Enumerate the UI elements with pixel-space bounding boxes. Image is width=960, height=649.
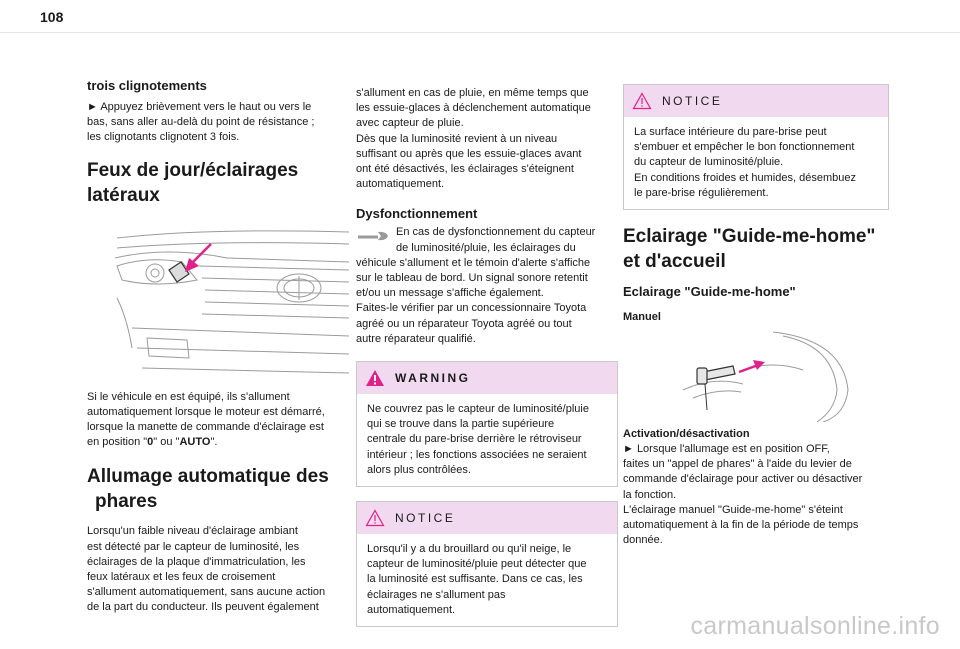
text-line: et/ou un message s'affiche également.: [356, 287, 544, 300]
text-line: capteur de luminosité/pluie peut détecter que: [367, 558, 587, 571]
heading-allumage-automatique: Allumage automatique des phares: [87, 466, 329, 513]
text-line: Ne couvrez pas le capteur de luminosité/pluie: [367, 403, 589, 416]
text-line: ► Lorsque l'allumage est en position OFF,: [623, 443, 830, 456]
text-line: centrale du pare-brise derrière le rétroviseur: [367, 433, 582, 446]
position-auto-label: AUTO: [179, 436, 211, 449]
text-line: ► Appuyez brièvement vers le haut ou vers le: [87, 101, 312, 113]
text-line: automatiquement lorsque le moteur est démarré,: [87, 405, 325, 418]
text-line: la fonction.: [623, 488, 677, 501]
caution-icon: [365, 509, 385, 527]
column-1: [87, 78, 349, 616]
continued-paragraph: [356, 86, 618, 192]
text-line: les essuie-glaces à déclenchement automatique: [356, 102, 591, 115]
watermark-link[interactable]: carmanualsonline.info: [690, 612, 940, 640]
text-line: Faites-le vérifier par un concessionnaire Toyota: [356, 302, 587, 315]
text-line: automatiquement à la fin de la période de temps: [623, 519, 859, 532]
text-line: En conditions froides et humides, désembuez: [634, 171, 856, 184]
text-line: Si le véhicule en est équipé, ils s'allument: [87, 390, 290, 403]
text-line: de la part du conducteur. Ils peuvent également: [87, 601, 319, 614]
heading-guide-me-home: Eclairage "Guide-me-home" et d'accueil: [623, 226, 876, 273]
wrench-icon: [356, 229, 390, 243]
warning-title: WARNING: [395, 371, 471, 386]
position-0-label: 0: [147, 436, 154, 449]
text-line: L'éclairage manuel "Guide-me-home" s'éteint: [623, 503, 843, 516]
text-line: automatiquement.: [367, 603, 456, 616]
subheading-guide-me-home: Eclairage "Guide-me-home": [623, 284, 796, 300]
heading-feux-de-jour: Feux de jour/éclairages latéraux: [87, 159, 299, 206]
text-line: de luminosité/pluie, les éclairages du: [396, 241, 576, 254]
text-line: s'embuer et empêcher le bon fonctionnement: [634, 141, 855, 154]
caution-icon: [632, 92, 652, 110]
dysf-paragraph: [356, 256, 618, 347]
notice-box-2: [623, 84, 889, 210]
text-line: Lorsqu'il y a du brouillard ou qu'il neige, le: [367, 543, 572, 556]
text-line: suffisant ou après que les essuie-glaces avant: [356, 147, 582, 160]
car-front-illustration: [87, 218, 349, 378]
activation-paragraph: [623, 442, 889, 548]
notice-box: [356, 501, 618, 627]
text-line: véhicule s'allument et le témoin d'alerte s'affiche: [356, 256, 591, 269]
clign-paragraph: [87, 100, 349, 146]
text-line: agréé ou un réparateur Toyota agréé ou tout: [356, 317, 572, 330]
text-line: Dès que la luminosité revient à un niveau: [356, 132, 558, 145]
text-line: La surface intérieure du pare-brise peut: [634, 126, 827, 138]
notice-title: NOTICE: [395, 511, 456, 526]
text-line: avec capteur de pluie.: [356, 117, 464, 130]
notice-body: [357, 534, 617, 626]
warning-icon: [365, 369, 385, 387]
header-rule: [0, 32, 960, 33]
text-line: autre réparateur qualifié.: [356, 332, 476, 345]
notice-header: [357, 502, 617, 534]
text-line: s'allument automatiquement, sans aucune action: [87, 586, 326, 599]
text-line: le pare-brise régulièrement.: [634, 186, 769, 199]
text-line: feux latéraux et les feux de croisement: [87, 571, 276, 584]
text-line: sur le tableau de bord. Un signal sonore retentit: [356, 272, 588, 285]
page-number: 108: [40, 9, 64, 25]
text-line: les clignotants clignotent 3 fois.: [87, 131, 240, 144]
feux-paragraph: [87, 390, 349, 451]
notice-body-2: [624, 117, 888, 209]
steering-lever-illustration: [623, 330, 889, 422]
column-2: [356, 86, 618, 637]
text-line: éclairages de la plaque d'immatriculation, les: [87, 555, 306, 568]
text-line: éclairages ne s'allument pas: [367, 588, 506, 601]
allumage-paragraph: [87, 524, 349, 615]
text-line: du capteur de luminosité/pluie.: [634, 156, 784, 169]
heading-dysfonctionnement: Dysfonctionnement: [356, 206, 478, 222]
column-3: [623, 84, 889, 548]
text-line: intérieur ; les fonctions associées ne seraient: [367, 448, 587, 461]
text-line: faites un "appel de phares" à l'aide du levier de: [623, 458, 852, 471]
text-line: alors plus contrôlées.: [367, 463, 471, 476]
text-line: en position "0" ou "AUTO".: [87, 436, 218, 449]
warning-header: [357, 362, 617, 394]
text-line: est détecté par le capteur de luminosité, les: [87, 540, 300, 553]
text-line: ont été désactivés, les éclairages s'éteignent: [356, 163, 574, 176]
text-line: s'allument en cas de pluie, en même temps que: [356, 87, 589, 99]
text-line: automatiquement.: [356, 178, 445, 191]
text-line: Lorsqu'un faible niveau d'éclairage ambiant: [87, 525, 298, 538]
text-line: commande d'éclairage pour activer ou désactiver: [623, 473, 863, 486]
notice-title-2: NOTICE: [662, 94, 723, 108]
text-line: lorsque la manette de commande d'éclairage est: [87, 421, 324, 434]
text-line: bas, sans aller au-delà du point de résistance ;: [87, 116, 315, 129]
warning-box: [356, 361, 618, 487]
text-line: donnée.: [623, 534, 663, 547]
text-line: la luminosité est suffisante. Dans ce cas, les: [367, 573, 583, 586]
text-line: En cas de dysfonctionnement du capteur: [396, 226, 596, 239]
text-line: qui se trouve dans la partie supérieure: [367, 418, 555, 431]
warning-body: [357, 394, 617, 486]
label-manuel: Manuel: [623, 311, 661, 324]
notice-header-2: [624, 85, 888, 117]
heading-activation: Activation/désactivation: [623, 428, 750, 441]
dysf-indent: [356, 225, 618, 255]
heading-trois-clignotements: trois clignotements: [87, 78, 207, 93]
